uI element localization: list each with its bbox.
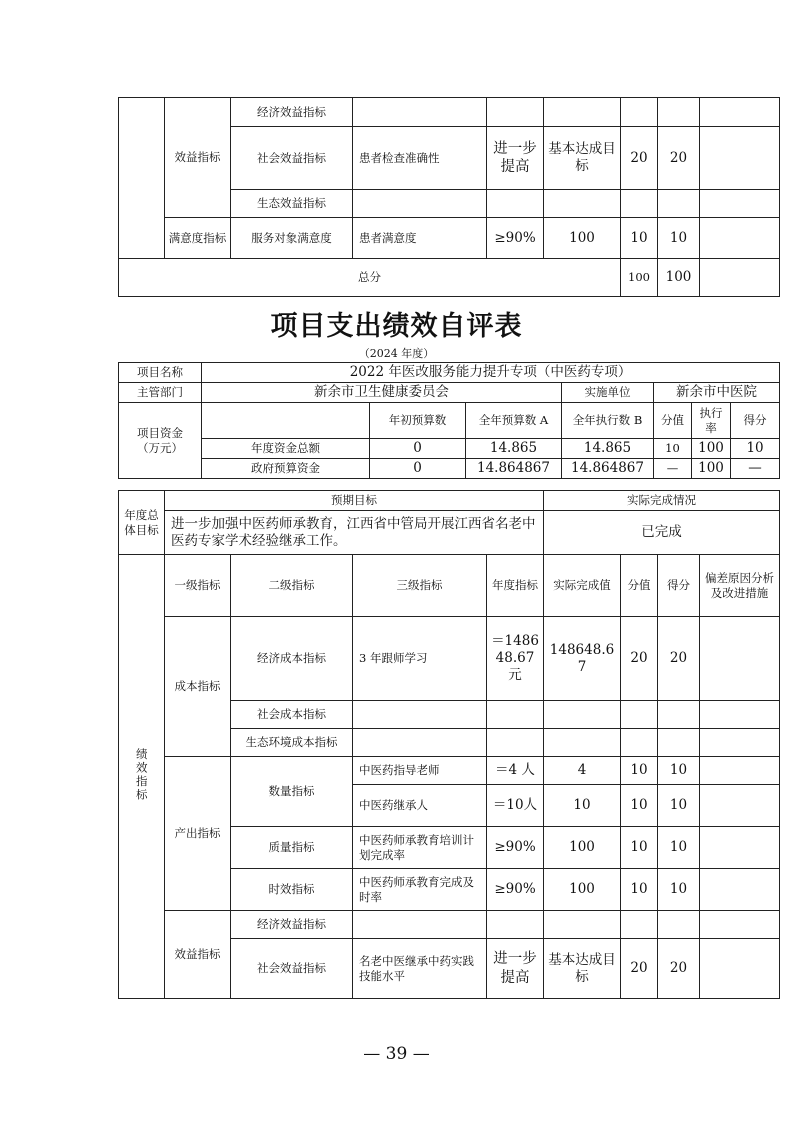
h-weight: 分值: [621, 555, 658, 617]
row2-weight: —: [654, 459, 692, 479]
econ-cost-weight: 20: [621, 617, 658, 701]
row-gov-funds-label: 政府预算资金: [202, 459, 370, 479]
impl-value: 新余市中医院: [654, 383, 780, 403]
page-title: 项目支出绩效自评表: [270, 311, 523, 342]
goals-actual-label: 实际完成情况: [544, 491, 780, 511]
top-service-label: 服务对象满意度: [231, 218, 353, 259]
performance-table: [118, 490, 780, 999]
top-service-actual: 100: [544, 218, 621, 259]
q1-target: ＝4 人: [487, 757, 544, 785]
row2-initial: 0: [370, 459, 466, 479]
top-social-indicator: 患者检查准确性: [353, 127, 487, 190]
dept-label: 主管部门: [119, 383, 202, 403]
row1-weight: 10: [654, 439, 692, 459]
econ-cost-indicator: 3 年跟师学习: [353, 617, 487, 701]
q1-indicator: 中医药指导老师: [353, 757, 487, 785]
project-name-label: 项目名称: [119, 363, 202, 383]
top-social-actual: 基本达成目标: [544, 127, 621, 190]
top-econ-label: 经济效益指标: [231, 98, 353, 127]
h-level1: 一级指标: [165, 555, 231, 617]
row2-exec: 14.864867: [562, 459, 654, 479]
row2-rate: 100: [692, 459, 731, 479]
top-eco-label: 生态效益指标: [231, 190, 353, 218]
h-reason: 偏差原因分析及改进措施: [700, 555, 780, 617]
econ-cost-actual: 148648.67: [544, 617, 621, 701]
quality-weight: 10: [621, 827, 658, 869]
row2-full: 14.864867: [466, 459, 562, 479]
row1-full: 14.865: [466, 439, 562, 459]
funds-label: 项目资金（万元）: [119, 403, 202, 479]
quality-label: 质量指标: [231, 827, 353, 869]
social-benefit-actual: 基本达成目标: [544, 939, 621, 999]
page-number: — 39 —: [363, 1044, 430, 1064]
social-benefit-weight: 20: [621, 939, 658, 999]
time-target: ≥90%: [487, 869, 544, 911]
econ-cost-score: 20: [658, 617, 700, 701]
time-weight: 10: [621, 869, 658, 911]
time-label: 时效指标: [231, 869, 353, 911]
quantity-label: 数量指标: [231, 757, 353, 827]
time-score: 10: [658, 869, 700, 911]
row1-rate: 100: [692, 439, 731, 459]
col-score: 得分: [731, 403, 780, 439]
top-total-value: 100: [621, 259, 658, 297]
impl-label: 实施单位: [562, 383, 654, 403]
cost-label: 成本指标: [165, 617, 231, 757]
col-exec: 全年执行数 B: [562, 403, 654, 439]
q1-weight: 10: [621, 757, 658, 785]
top-service-score: 10: [658, 218, 700, 259]
top-social-label: 社会效益指标: [231, 127, 353, 190]
quality-actual: 100: [544, 827, 621, 869]
report-year: （2024 年度）: [358, 347, 435, 360]
top-service-indicator: 患者满意度: [353, 218, 487, 259]
econ-benefit-label: 经济效益指标: [231, 911, 353, 939]
q1-actual: 4: [544, 757, 621, 785]
col-initial-budget: 年初预算数: [370, 403, 466, 439]
col-rate: 执行率: [692, 403, 731, 439]
top-social-weight: 20: [621, 127, 658, 190]
row2-score: —: [731, 459, 780, 479]
row-total-funds-label: 年度资金总额: [202, 439, 370, 459]
perf-label: 绩效指标: [119, 555, 165, 999]
goals-expected-label: 预期目标: [165, 491, 544, 511]
goals-actual: 已完成: [544, 511, 780, 555]
top-satisfaction-label: 满意度指标: [165, 218, 231, 259]
top-social-target: 进一步提高: [487, 127, 544, 190]
h-actual: 实际完成值: [544, 555, 621, 617]
row1-exec: 14.865: [562, 439, 654, 459]
goals-expected: 进一步加强中医药师承教育，江西省中管局开展江西省名老中医药专家学术经验继承工作。: [165, 511, 544, 555]
goals-label: 年度总体目标: [119, 491, 165, 555]
social-benefit-score: 20: [658, 939, 700, 999]
econ-cost-label: 经济成本指标: [231, 617, 353, 701]
social-cost-label: 社会成本指标: [231, 701, 353, 729]
top-total-score: 100: [658, 259, 700, 297]
q1-score: 10: [658, 757, 700, 785]
top-benefit-label: 效益指标: [165, 98, 231, 218]
top-service-weight: 10: [621, 218, 658, 259]
h-score: 得分: [658, 555, 700, 617]
q2-target: ＝10人: [487, 785, 544, 827]
row1-score: 10: [731, 439, 780, 459]
eco-cost-label: 生态环境成本指标: [231, 729, 353, 757]
q2-indicator: 中医药继承人: [353, 785, 487, 827]
perf-label-cell: [119, 98, 165, 259]
q2-weight: 10: [621, 785, 658, 827]
project-header-table: [118, 362, 780, 479]
q2-score: 10: [658, 785, 700, 827]
project-name: 2022 年医改服务能力提升专项（中医药专项）: [202, 363, 780, 383]
h-level3: 三级指标: [353, 555, 487, 617]
quality-score: 10: [658, 827, 700, 869]
time-indicator: 中医药师承教育完成及时率: [353, 869, 487, 911]
row1-initial: 0: [370, 439, 466, 459]
h-target: 年度指标: [487, 555, 544, 617]
col-full-budget: 全年预算数 A: [466, 403, 562, 439]
dept-value: 新余市卫生健康委员会: [202, 383, 562, 403]
top-social-score: 20: [658, 127, 700, 190]
output-label: 产出指标: [165, 757, 231, 911]
q2-actual: 10: [544, 785, 621, 827]
benefit-label: 效益指标: [165, 911, 231, 999]
time-actual: 100: [544, 869, 621, 911]
social-benefit-target: 进一步提高: [487, 939, 544, 999]
social-benefit-label: 社会效益指标: [231, 939, 353, 999]
quality-target: ≥90%: [487, 827, 544, 869]
quality-indicator: 中医药师承教育培训计划完成率: [353, 827, 487, 869]
top-service-target: ≥90%: [487, 218, 544, 259]
col-weight: 分值: [654, 403, 692, 439]
econ-cost-target: ＝148648.67元: [487, 617, 544, 701]
top-continuation-table: [118, 97, 780, 297]
social-benefit-indicator: 名老中医继承中药实践技能水平: [353, 939, 487, 999]
h-level2: 二级指标: [231, 555, 353, 617]
top-total-label: 总分: [119, 259, 621, 297]
